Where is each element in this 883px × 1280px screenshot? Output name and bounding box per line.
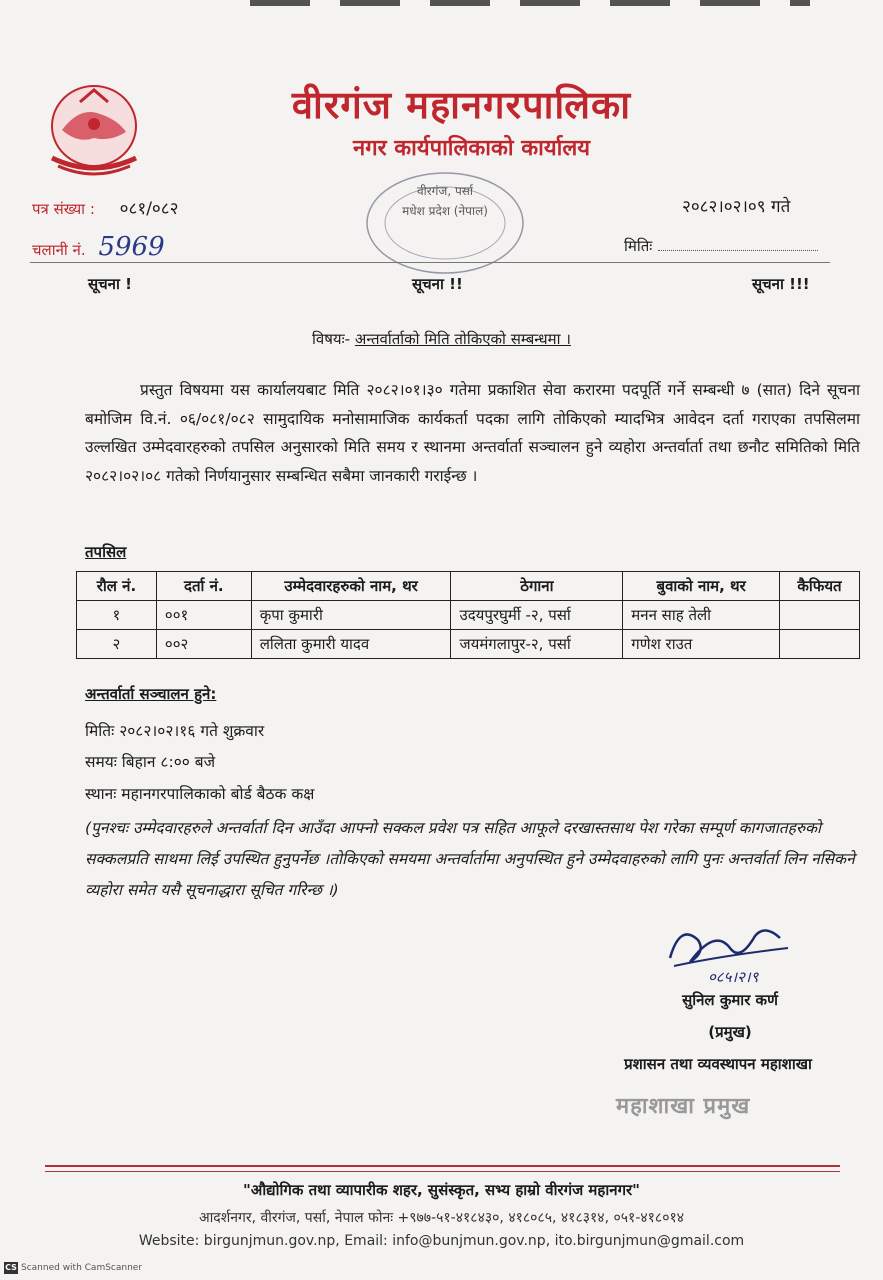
footer-address: आदर्शनगर, वीरगंज, पर्सा, नेपाल फोनः +९७७-५१-४१८४३०, ४१८०८५, ४१८३१४, ०५१-४१८०१४ [198, 1210, 685, 1226]
subject-line [0, 329, 883, 349]
cell-name: ललिता कुमारी यादव [251, 630, 451, 659]
cell-father: गणेश राउत [623, 630, 780, 659]
reference-value: ०८१/०८२ [119, 199, 179, 219]
letterhead-subtitle: नगर कार्यपालिकाको कार्यालय [353, 136, 590, 161]
table-row [77, 601, 860, 630]
signatory-division: प्रशासन तथा व्यवस्थापन महाशाखा [624, 1055, 812, 1073]
cell-roll: २ [77, 630, 157, 659]
scanner-text: Scanned with CamScanner [21, 1263, 143, 1273]
interview-date: मितिः २०८२।०२।१६ गते शुक्रवार [85, 722, 265, 740]
subject-text: अन्तर्वार्ताको मिति तोकिएको सम्बन्धमा । [354, 330, 571, 348]
footer-divider-top [45, 1165, 840, 1167]
cell-remarks [780, 630, 860, 659]
handwritten-signature [660, 918, 800, 988]
signatory-role: (प्रमुख) [708, 1023, 752, 1041]
reference-number [32, 196, 178, 219]
cell-address: जयमंगलापुर-२, पर्सा [451, 630, 623, 659]
col-father: बुवाको नाम, थर [623, 572, 780, 601]
footer-motto: "औद्योगिक तथा व्यापारीक शहर, सुसंस्कृत, सभ्य हाम्रो वीरगंज महानगर" [243, 1181, 640, 1199]
dispatch-number [32, 232, 165, 262]
footer-website: Website: birgunjmun.gov.np, Email: info@bunjmun.gov.np, ito.birgunjmun@gmail.com [138, 1233, 745, 1249]
notice-center: सूचना !! [412, 275, 463, 293]
reference-label: पत्र संख्या : [32, 200, 95, 218]
letter-date [676, 194, 790, 217]
col-remarks: कैफियत [780, 572, 860, 601]
scanner-watermark [4, 1262, 142, 1274]
division-chief-stamp: महाशाखा प्रमुख [616, 1094, 751, 1119]
notice-right: सूचना !!! [752, 275, 810, 293]
cell-remarks [780, 601, 860, 630]
interview-heading: अन्तर्वार्ता सञ्चालन हुने: [85, 685, 217, 703]
interview-time: समयः बिहान ८:०० बजे [85, 753, 216, 771]
cell-roll: १ [77, 601, 157, 630]
signatory-name: सुनिल कुमार कर्ण [682, 991, 778, 1009]
notice-left: सूचना ! [88, 275, 132, 293]
col-address: ठेगाना [451, 572, 623, 601]
camscanner-icon: CS [5, 1263, 17, 1272]
dispatch-label: चलानी नं. [32, 241, 86, 259]
table-row [77, 630, 860, 659]
date-dotted-line [658, 250, 818, 251]
col-reg: दर्ता नं. [156, 572, 251, 601]
scan-edge-mark [250, 0, 810, 6]
letterhead-title: वीरगंज महानगरपालिका [291, 83, 632, 127]
candidate-table [76, 571, 860, 659]
date-field [624, 236, 818, 256]
interview-place: स्थानः महानगरपालिकाको बोर्ड बैठक कक्ष [85, 785, 315, 803]
cell-reg: ००२ [156, 630, 251, 659]
date-label: मितिः [624, 237, 653, 255]
subject-label: विषयः- [312, 330, 351, 348]
svg-text:वीरगंज, पर्सा: वीरगंज, पर्सा [416, 184, 474, 198]
signature-date: ०८५।२।९ [708, 968, 759, 986]
notice-body: प्रस्तुत विषयमा यस कार्यालयबाट मिति २०८२।०१।३० गतेमा प्रकाशित सेवा करारमा पदपूर्ति गर्ने सम्बन्धी ७ (सात) दिने सूचना बमोजिम वि.नं. ०६/०८१/०८२ सामुदायिक मनोसामाजिक कार्यकर्ता पदका लागि तोकिएको म्यादभित्र आवेदन दर्ता गराएका तपसिलमा उल्लखित उम्मेदवारहरुको तपसिल अनुसारको मिति समय र स्थानमा अन्तर्वार्ता सञ्चालन हुने व्यहोरा अन्तर्वार्ता तथा छनौट समितिको मिति २०८२।०२।०८ गतेको निर्णयानुसार सम्बन्धित सबैमा जानकारी गराईन्छ । [85, 381, 860, 485]
col-name: उम्मेदवारहरुको नाम, थर [251, 572, 451, 601]
cell-reg: ००१ [156, 601, 251, 630]
svg-text:मधेश प्रदेश (नेपाल): मधेश प्रदेश (नेपाल) [402, 204, 488, 218]
dispatch-value: 5969 [98, 232, 165, 262]
footer-divider-bottom [45, 1171, 840, 1172]
table-header-row [77, 572, 860, 601]
cell-address: उदयपुरघुर्मी -२, पर्सा [451, 601, 623, 630]
cell-father: मनन साह तेली [623, 601, 780, 630]
header-divider [30, 262, 830, 263]
letter-date-value: २०८२।०२।०९ गते [682, 197, 791, 217]
col-roll: रौल नं. [77, 572, 157, 601]
schedule-heading: तपसिल [85, 543, 127, 561]
cell-name: कृपा कुमारी [251, 601, 451, 630]
postscript-note: (पुनश्चः उम्मेदवारहरुले अन्तर्वार्ता दिन आउँदा आफ्नो सक्कल प्रवेश पत्र सहित आफूले दरखास्तसाथ पेश गरेका सम्पूर्ण कागजातहरुको सक्कलप्रति साथमा लिई उपस्थित हुनुपर्नेछ ।तोकिएको समयमा अन्तर्वार्तामा अनुपस्थित हुने उम्मेदवाहरुको लागि पुनः अन्तर्वार्ता लिन नसिकने व्यहोरा समेत यसै सूचनाद्धारा सूचित गरिन्छ ।) [85, 819, 855, 899]
